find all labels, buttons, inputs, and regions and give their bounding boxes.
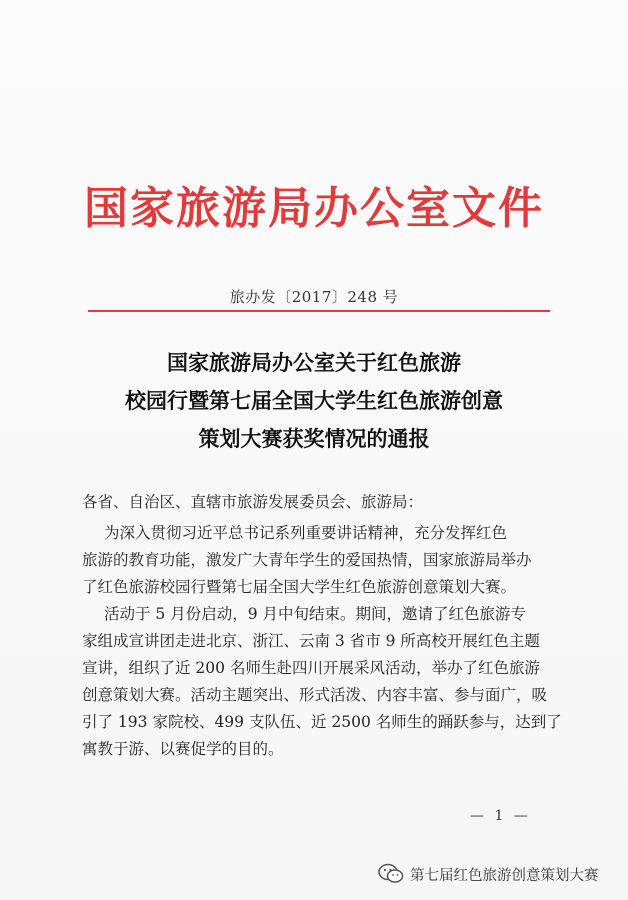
red-divider <box>88 310 550 312</box>
subject-line: 国家旅游局办公室关于红色旅游 <box>167 350 461 375</box>
salutation: 各省、自治区、直辖市旅游发展委员会、旅游局： <box>82 493 424 511</box>
body-line: 寓教于游、以赛促学的目的。 <box>82 740 284 758</box>
subject-line: 校园行暨第七届全国大学生红色旅游创意 <box>125 388 503 413</box>
header-title: 国家旅游局办公室文件 <box>84 183 544 234</box>
body-line: 活动于 5 月份启动，9 月中旬结束。期间，邀请了红色旅游专 <box>104 605 527 623</box>
watermark <box>378 860 599 888</box>
body-line: 家组成宣讲团走进北京、浙江、云南 3 省市 9 所高校开展红色主题 <box>82 632 540 650</box>
subject-line: 策划大赛获奖情况的通报 <box>198 426 430 451</box>
wechat-icon <box>378 863 404 885</box>
body-line: 引了 193 家院校、499 支队伍、近 2500 名师生的踊跃参与，达到了 <box>82 713 562 731</box>
body-text <box>82 520 562 763</box>
watermark-text: 第七届红色旅游创意策划大赛 <box>410 867 599 884</box>
page-number: — 1 — <box>470 808 531 824</box>
body-line: 了红色旅游校园行暨第七届全国大学生红色旅游创意策划大赛。 <box>82 578 517 596</box>
subject-title <box>0 344 628 458</box>
body-line: 旅游的教育功能，激发广大青年学生的爱国热情，国家旅游局举办 <box>82 551 532 569</box>
body-line: 创意策划大赛。活动主题突出、形式活泼、内容丰富、参与面广，吸 <box>82 686 548 704</box>
body-line: 为深入贯彻习近平总书记系列重要讲话精神，充分发挥红色 <box>104 524 508 542</box>
document-number: 旅办发〔2017〕248 号 <box>229 288 399 306</box>
body-line: 宣讲，组织了近 200 名师生赴四川开展采风活动，举办了红色旅游 <box>82 659 540 677</box>
